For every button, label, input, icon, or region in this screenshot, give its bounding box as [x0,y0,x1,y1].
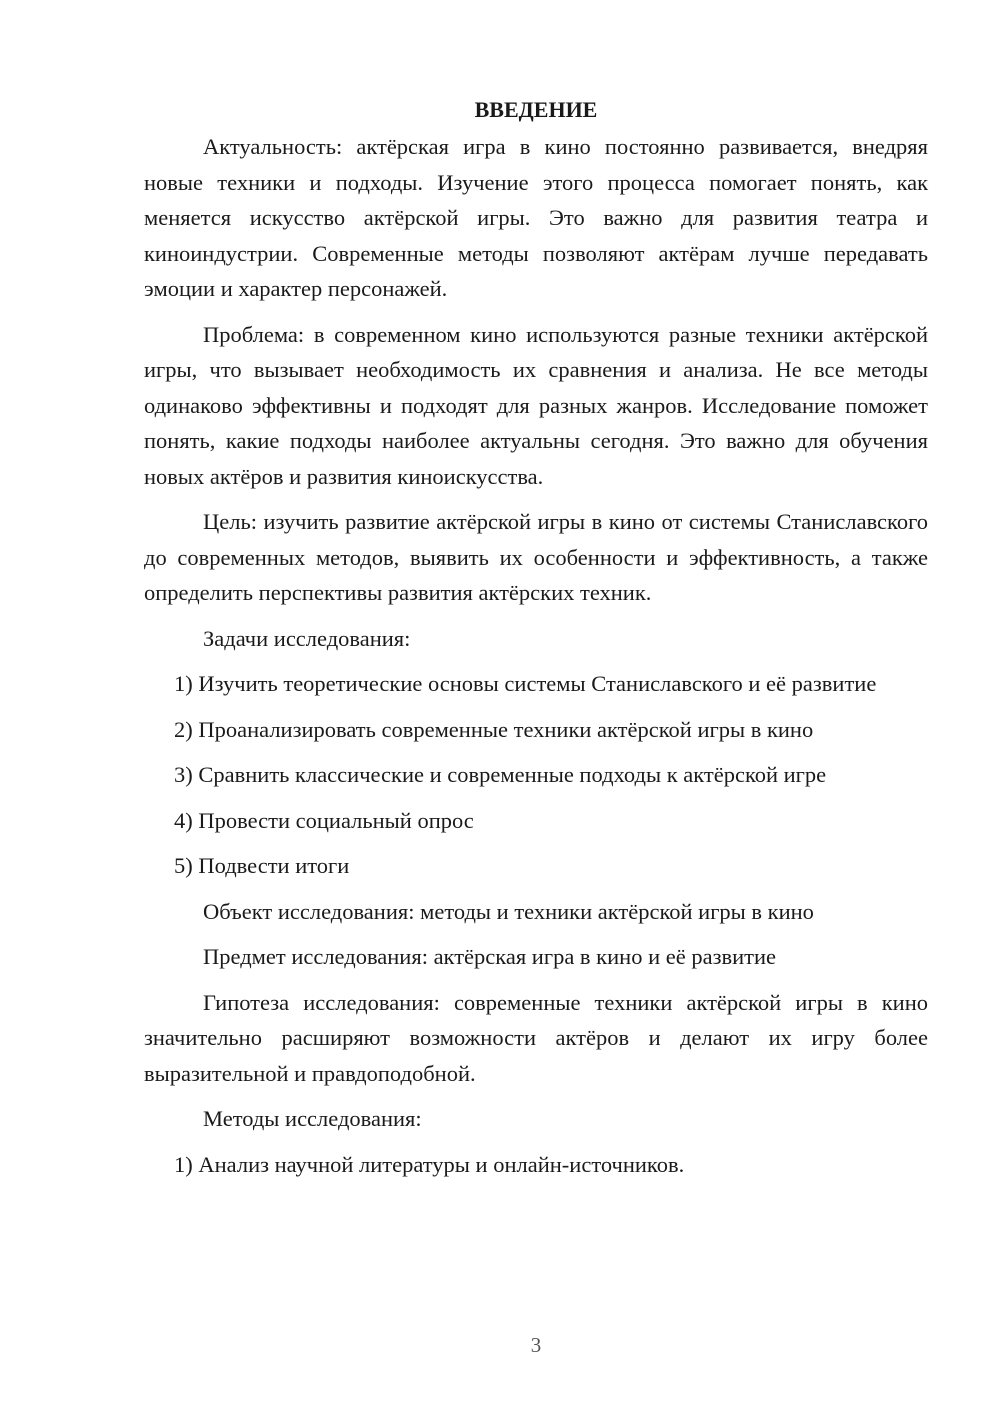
paragraph-relevance: Актуальность: актёрская игра в кино постоянно развивается, внедряя новые техники и подходы. Изучение этого процесса помогает понять, как меняется искусство актёрской игры. Это важно для развития театра и киноиндустрии. Современные методы позволяют актёрам лучше передавать эмоции и характер персонажей. [144,134,928,301]
paragraph-problem: Проблема: в современном кино используются разные техники актёрской игры, что вызывает необходимость их сравнения и анализа. Не все методы одинаково эффективны и подходят для разных жанров. Исследование поможет понять, какие подходы наиболее актуальны сегодня. Это важно для обучения новых актёров и развития киноискусства. [144,321,928,489]
task-item: 5) Подвести итоги [174,853,350,878]
method-item: 1) Анализ научной литературы и онлайн-источников. [174,1151,685,1177]
page-number: 3 [530,1333,542,1357]
task-item: 3) Сравнить классические и современные подходы к актёрской игре [174,762,827,787]
section-heading: ВВЕДЕНИЕ [474,97,598,122]
methods-heading: Методы исследования: [203,1106,422,1131]
task-item: 4) Провести социальный опрос [174,807,474,833]
page-content [144,92,928,1192]
task-item: 1) Изучить теоретические основы системы Станиславского и её развитие [174,671,877,696]
paragraph-hypothesis: Гипотеза исследования: современные техники актёрской игры в кино значительно расширяют возможности актёров и делают их игру более выразительной и правдоподобной. [144,989,928,1086]
task-item: 2) Проанализировать современные техники актёрской игры в кино [174,716,814,742]
paragraph-subject: Предмет исследования: актёрская игра в кино и её развитие [203,944,776,969]
paragraph-object: Объект исследования: методы и техники актёрской игры в кино [203,898,814,924]
paragraph-goal: Цель: изучить развитие актёрской игры в кино от системы Станиславского до современных методов, выявить их особенности и эффективность, а также определить перспективы развития актёрских техник. [144,509,928,605]
tasks-heading: Задачи исследования: [203,625,411,651]
